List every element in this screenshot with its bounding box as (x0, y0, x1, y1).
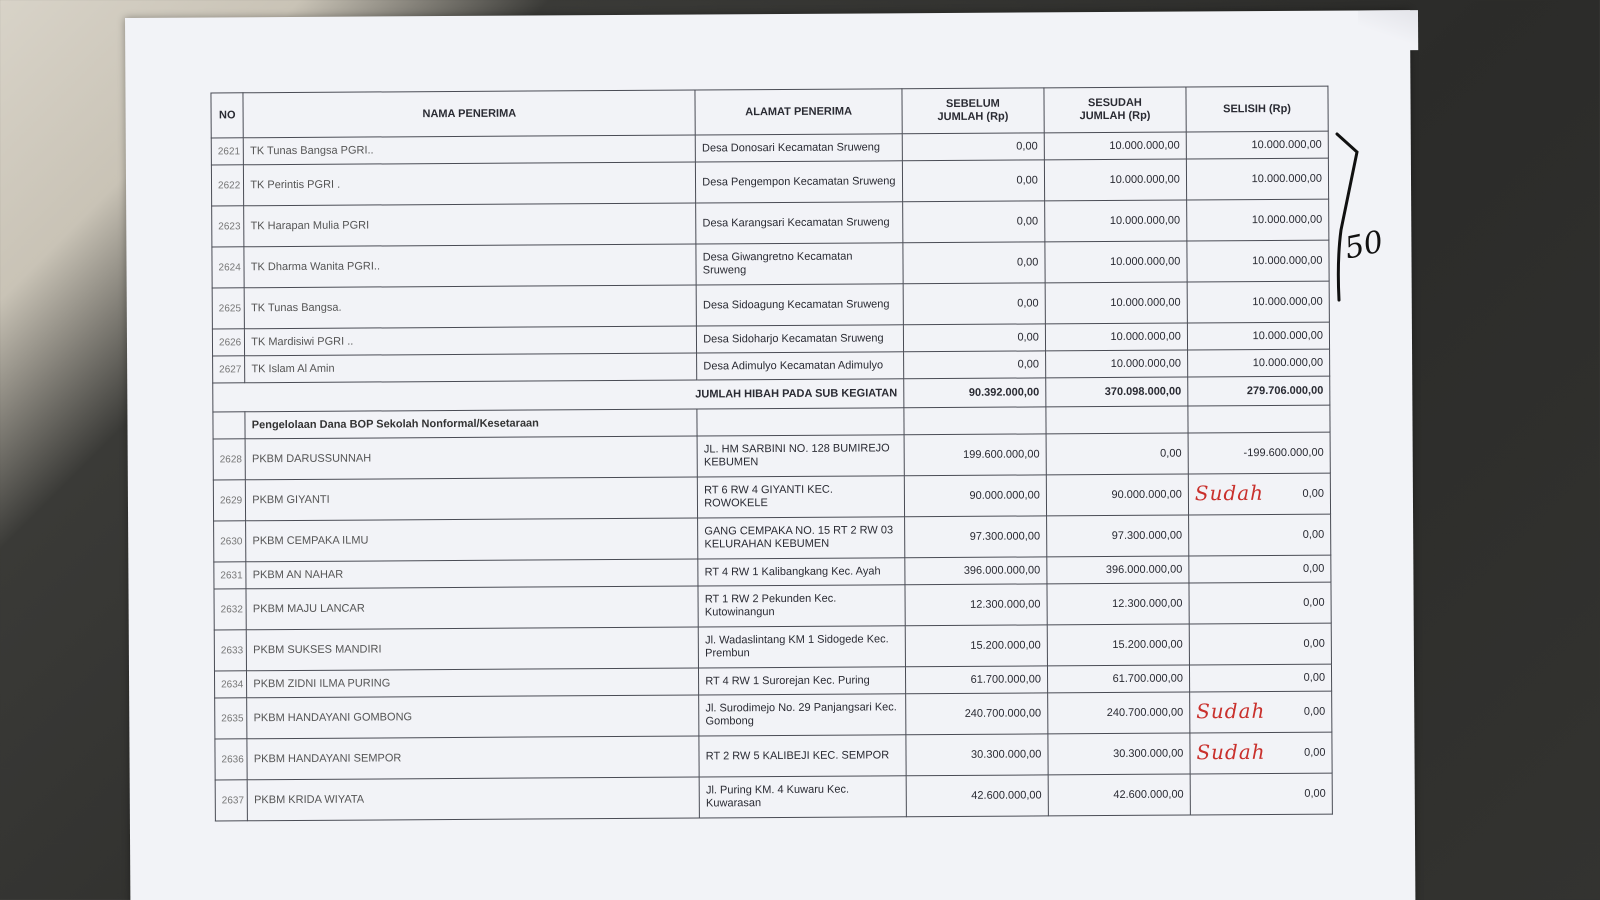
header-sebelum-line1: SEBELUM (945, 97, 1000, 110)
row-no: 2631 (214, 562, 246, 589)
row-sesudah: 10.000.000,00 (1045, 241, 1187, 283)
row-no: 2636 (215, 739, 248, 780)
paper-sheet (125, 10, 1415, 900)
row-no: 2629 (213, 480, 246, 521)
row-sebelum: 0,00 (902, 201, 1044, 243)
row-selisih: 10.000.000,00 (1187, 199, 1329, 241)
row-selisih: 10.000.000,00 (1187, 322, 1329, 350)
row-nama: TK Mardisiwi PGRI .. (245, 326, 697, 356)
row-alamat: Jl. Puring KM. 4 Kuwaru Kec. Kuwarasan (699, 776, 906, 818)
table-row (215, 732, 1332, 780)
row-selisih: 0,00 (1303, 705, 1326, 718)
row-alamat: Desa Sidoharjo Kecamatan Sruweng (697, 325, 904, 353)
row-selisih: 10.000.000,00 (1187, 349, 1329, 377)
row-nama: PKBM KRIDA WIYATA (247, 777, 699, 821)
section-empty-sesudah (1046, 406, 1188, 434)
row-alamat: RT 6 RW 4 GIYANTI KEC. ROWOKELE (698, 476, 905, 518)
section-empty-selisih (1188, 405, 1330, 433)
row-nama: TK Perintis PGRI . (244, 162, 696, 206)
table-row (214, 623, 1331, 671)
row-nama: PKBM MAJU LANCAR (246, 586, 698, 630)
row-sebelum: 15.200.000,00 (905, 625, 1047, 667)
row-no: 2634 (214, 671, 246, 698)
row-sesudah: 42.600.000,00 (1048, 774, 1190, 816)
row-alamat: Desa Giwangretno Kecamatan Sruweng (696, 243, 903, 285)
paper-folded-corner (1358, 10, 1418, 50)
row-selisih-cell (1189, 582, 1331, 624)
table-row (212, 240, 1329, 288)
table-row (212, 199, 1329, 247)
row-no: 2624 (212, 247, 245, 288)
row-sesudah: 10.000.000,00 (1044, 132, 1186, 160)
section-empty-alamat (697, 408, 904, 436)
row-sesudah: 15.200.000,00 (1047, 624, 1189, 666)
handwritten-note: Sudah (1196, 698, 1266, 724)
row-no: 2628 (213, 439, 246, 480)
row-alamat: RT 2 RW 5 KALIBEJI KEC. SEMPOR (699, 735, 906, 777)
row-selisih: 10.000.000,00 (1187, 240, 1329, 282)
row-alamat: Jl. Wadaslintang KM 1 Sidogede Kec. Prembun (698, 626, 905, 668)
row-sesudah: 10.000.000,00 (1044, 159, 1186, 201)
table-row (215, 773, 1332, 821)
table-header-row (211, 86, 1328, 138)
row-sesudah: 10.000.000,00 (1045, 200, 1187, 242)
row-sesudah: 97.300.000,00 (1046, 515, 1188, 557)
row-sesudah: 30.300.000,00 (1048, 733, 1190, 775)
total-selisih: 279.706.000,00 (1188, 376, 1330, 406)
row-alamat: Desa Adimulyo Kecamatan Adimulyo (697, 352, 904, 380)
row-selisih-cell (1190, 732, 1332, 774)
row-nama: PKBM DARUSSUNNAH (245, 436, 697, 480)
row-alamat: RT 1 RW 2 Pekunden Kec. Kutowinangun (698, 585, 905, 627)
row-alamat: RT 4 RW 1 Surorejan Kec. Puring (699, 667, 906, 695)
table-row (214, 514, 1331, 562)
row-selisih-cell (1188, 514, 1330, 556)
row-sesudah: 61.700.000,00 (1047, 665, 1189, 693)
row-nama: TK Tunas Bangsa PGRI.. (244, 135, 696, 165)
section-no-empty (213, 412, 245, 439)
row-selisih: 0,00 (1303, 596, 1325, 609)
row-sebelum: 61.700.000,00 (905, 666, 1047, 694)
header-sesudah-line2: JUMLAH (Rp) (1079, 109, 1151, 123)
row-no: 2623 (212, 206, 245, 247)
margin-bracket-mark (1335, 130, 1395, 310)
row-sebelum: 0,00 (903, 242, 1045, 284)
row-selisih: 0,00 (1303, 637, 1325, 650)
row-no: 2626 (212, 329, 244, 356)
row-alamat: Desa Pengempon Kecamatan Sruweng (696, 161, 903, 203)
row-sebelum: 12.300.000,00 (905, 584, 1047, 626)
row-selisih-cell (1189, 664, 1331, 692)
row-no: 2633 (214, 630, 247, 671)
header-selisih: SELISIH (Rp) (1186, 86, 1328, 132)
row-selisih-cell (1188, 432, 1330, 474)
row-sebelum: 30.300.000,00 (906, 734, 1048, 776)
header-nama: NAMA PENERIMA (243, 90, 695, 138)
row-nama: PKBM SUKSES MANDIRI (247, 627, 699, 671)
row-nama: PKBM AN NAHAR (246, 559, 698, 589)
row-selisih-cell (1190, 773, 1332, 815)
table-row (213, 432, 1330, 480)
row-sebelum: 0,00 (903, 351, 1045, 379)
row-selisih-cell (1189, 555, 1331, 583)
row-sebelum: 0,00 (903, 283, 1045, 325)
row-sebelum: 0,00 (902, 133, 1044, 161)
row-selisih: 10.000.000,00 (1186, 158, 1328, 200)
row-no: 2637 (215, 780, 248, 821)
row-sesudah: 0,00 (1046, 433, 1188, 475)
row-sesudah: 90.000.000,00 (1046, 474, 1188, 516)
row-sebelum: 97.300.000,00 (904, 516, 1046, 558)
row-no: 2632 (214, 589, 247, 630)
handwritten-note: Sudah (1196, 739, 1266, 765)
row-sesudah: 240.700.000,00 (1048, 692, 1190, 734)
total-sebelum: 90.392.000,00 (904, 378, 1046, 408)
table-row (214, 582, 1331, 630)
row-selisih-cell (1189, 623, 1331, 665)
row-sebelum: 240.700.000,00 (905, 693, 1047, 735)
bracket-stroke (1337, 134, 1357, 300)
row-selisih: 0,00 (1302, 528, 1325, 541)
row-sebelum: 0,00 (903, 324, 1045, 352)
row-no: 2622 (211, 165, 244, 206)
row-nama: PKBM GIYANTI (246, 477, 698, 521)
row-alamat: Desa Karangsari Kecamatan Sruweng (696, 202, 903, 244)
margin-note-number: 50 (1341, 224, 1387, 267)
row-selisih: 10.000.000,00 (1187, 281, 1329, 323)
row-sebelum: 90.000.000,00 (904, 475, 1046, 517)
row-no: 2627 (213, 356, 245, 383)
row-no: 2625 (212, 288, 245, 329)
grant-table (210, 86, 1332, 822)
row-selisih: 0,00 (1304, 787, 1326, 800)
total-label: JUMLAH HIBAH PADA SUB KEGIATAN (213, 379, 904, 412)
row-nama: PKBM HANDAYANI SEMPOR (247, 736, 699, 780)
table-row (215, 691, 1332, 739)
row-sesudah: 12.300.000,00 (1047, 583, 1189, 625)
table-row (211, 158, 1328, 206)
row-selisih-cell (1188, 473, 1330, 515)
row-sebelum: 0,00 (902, 160, 1044, 202)
row-selisih: -199.600.000,00 (1243, 446, 1324, 460)
row-sesudah: 10.000.000,00 (1045, 282, 1187, 324)
row-no: 2635 (215, 698, 248, 739)
table-row (212, 281, 1329, 329)
section-title: Pengelolaan Dana BOP Sekolah Nonformal/Kesetaraan (245, 409, 697, 439)
header-sebelum (902, 88, 1044, 134)
handwritten-note: Sudah (1194, 480, 1265, 506)
section-empty-sebelum (904, 407, 1046, 435)
row-sesudah: 10.000.000,00 (1045, 350, 1187, 378)
header-alamat: ALAMAT PENERIMA (695, 89, 902, 135)
header-sebelum-line2: JUMLAH (Rp) (937, 110, 1009, 124)
row-nama: PKBM HANDAYANI GOMBONG (247, 695, 699, 739)
row-alamat: JL. HM SARBINI NO. 128 BUMIREJO KEBUMEN (697, 435, 904, 477)
row-sesudah: 396.000.000,00 (1047, 556, 1189, 584)
row-selisih: 10.000.000,00 (1186, 131, 1328, 159)
row-nama: TK Islam Al Amin (245, 353, 697, 383)
row-alamat: GANG CEMPAKA NO. 15 RT 2 RW 03 KELURAHAN KEBUMEN (698, 517, 905, 559)
row-sebelum: 42.600.000,00 (906, 775, 1048, 817)
total-sesudah: 370.098.000,00 (1046, 377, 1188, 407)
row-selisih: 0,00 (1303, 671, 1326, 684)
row-selisih: 0,00 (1302, 487, 1324, 500)
header-no: NO (211, 93, 244, 138)
row-nama: PKBM CEMPAKA ILMU (246, 518, 698, 562)
row-nama: PKBM ZIDNI ILMA PURING (247, 668, 699, 698)
row-no: 2621 (211, 138, 243, 165)
row-sebelum: 199.600.000,00 (904, 434, 1046, 476)
row-alamat: RT 4 RW 1 Kalibangkang Kec. Ayah (698, 558, 905, 586)
row-alamat: Jl. Surodimejo No. 29 Panjangsari Kec. Gombong (699, 694, 906, 736)
header-sesudah-line1: SESUDAH (1087, 96, 1142, 110)
row-alamat: Desa Sidoagung Kecamatan Sruweng (696, 284, 903, 326)
row-sesudah: 10.000.000,00 (1045, 323, 1187, 351)
row-nama: TK Tunas Bangsa. (244, 285, 696, 329)
row-nama: TK Harapan Mulia PGRI (244, 203, 696, 247)
row-selisih-cell (1190, 691, 1332, 733)
row-selisih: 0,00 (1304, 746, 1326, 759)
table-row (213, 473, 1330, 521)
row-selisih: 0,00 (1302, 562, 1325, 575)
header-sesudah (1044, 87, 1186, 133)
row-nama: TK Dharma Wanita PGRI.. (244, 244, 696, 288)
row-no: 2630 (214, 521, 247, 562)
row-alamat: Desa Donosari Kecamatan Sruweng (695, 134, 902, 162)
row-sebelum: 396.000.000,00 (905, 557, 1047, 585)
